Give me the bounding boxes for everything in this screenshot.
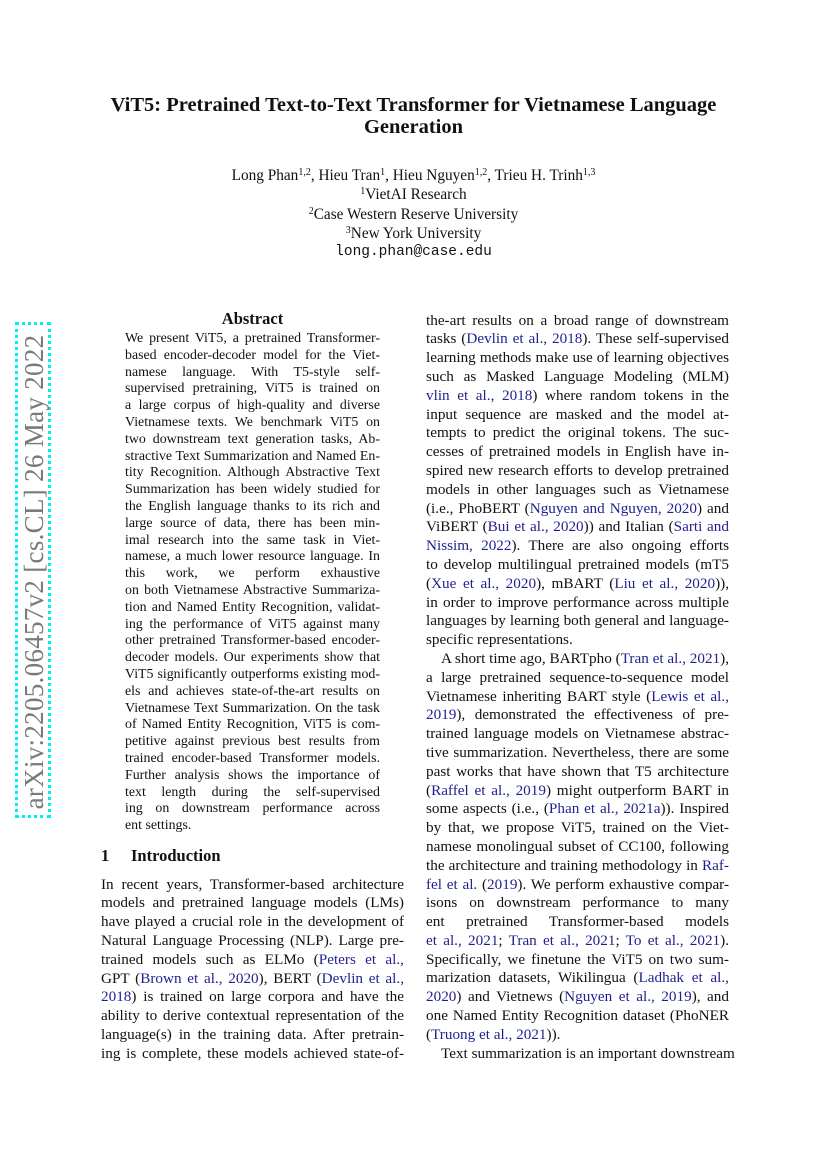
text-run: spired new research efforts to develop pretrained — [426, 461, 729, 479]
affiliation-number: 2 — [308, 205, 314, 217]
text-run: text length during the self-supervised — [125, 784, 380, 800]
text-run: ), and — [691, 988, 729, 1006]
citation-link[interactable]: fel et al. — [426, 875, 478, 893]
text-run: cesses of pretrained models in English have in- — [426, 443, 729, 461]
text-run: a large corpus of high-quality and diverse — [125, 398, 380, 414]
text-line — [101, 913, 404, 932]
text-run: )). — [546, 1025, 561, 1043]
affiliation — [0, 205, 827, 224]
author-affiliation: 1,2 — [474, 167, 488, 178]
citation-link[interactable]: 2019 — [487, 875, 518, 893]
text-run: of Named Entity Recognition, ViT5 is com- — [125, 717, 380, 733]
citation-link[interactable]: Devlin et al., 2018 — [466, 330, 583, 348]
separator: , — [385, 167, 393, 184]
text-line — [125, 432, 380, 449]
citation-link[interactable]: Devlin et al., — [321, 969, 404, 987]
text-run: ent pretrained Transformer-based models — [426, 913, 729, 931]
text-line — [426, 763, 729, 782]
text-run: ) might outperform BART in — [545, 781, 729, 799]
citation-link[interactable]: et al., 2021 — [426, 931, 499, 949]
text-run: ( — [426, 1025, 432, 1043]
text-run: ; — [615, 931, 626, 949]
text-run: have played a crucial role in the development of — [101, 913, 404, 931]
text-run: on both Vietnamese Abstractive Summariza- — [125, 582, 380, 598]
text-run: the English language thanks to its rich and — [125, 498, 380, 514]
text-line — [125, 583, 380, 600]
text-line — [101, 970, 404, 989]
text-run: some aspects (i.e., ( — [426, 800, 549, 818]
text-run: specific representations. — [426, 631, 573, 649]
text-line — [125, 381, 380, 398]
affiliation-name: VietAI Research — [365, 186, 467, 204]
text-line — [426, 556, 729, 575]
text-run: ). These self-supervised — [582, 330, 729, 348]
citation-link[interactable]: vlin et al., 2018 — [426, 386, 533, 404]
text-line — [101, 1045, 404, 1064]
author-affiliation: 1,2 — [298, 167, 311, 178]
author-block — [0, 166, 827, 262]
text-run: )), — [715, 574, 729, 592]
text-line — [125, 331, 380, 348]
text-line — [125, 667, 380, 684]
text-line — [426, 518, 729, 537]
citation-link[interactable]: Tran et al., 2021 — [508, 931, 616, 949]
text-line — [125, 600, 380, 617]
text-run: ), demonstrated the effectiveness of pre- — [456, 706, 729, 724]
author-list — [0, 166, 827, 185]
text-run: GPT ( — [101, 969, 141, 987]
text-run: A short time ago, BARTpho ( — [441, 649, 621, 667]
author-email[interactable]: long.phan@case.edu — [335, 244, 492, 261]
text-run: ) is trained on large corpora and have the — [131, 988, 404, 1006]
text-run: language(s) in the training data. After pretrain- — [101, 1025, 404, 1043]
text-run: Vietnamese inheriting BART style ( — [426, 687, 652, 705]
text-line — [125, 516, 380, 533]
text-line — [125, 818, 380, 835]
text-line — [426, 312, 729, 331]
author-name: Long Phan — [231, 167, 299, 184]
text-run: past works that have shown that T5 architecture — [426, 762, 729, 780]
text-run: ing on downstream performance across — [125, 801, 380, 817]
text-run: Vietnamese texts. We benchmark ViT5 on — [125, 414, 380, 430]
text-line — [125, 533, 380, 550]
text-run: ; — [498, 931, 509, 949]
paper-title — [0, 94, 827, 138]
text-line — [426, 368, 729, 387]
text-run: imal research into the same task in Viet- — [125, 532, 380, 548]
text-run: namese, a much lower resource language. In — [125, 549, 380, 565]
text-line — [426, 594, 729, 613]
text-run: Specifically, we finetune the ViT5 on two sum- — [426, 950, 729, 968]
text-run: ). We perform exhaustive compar- — [517, 875, 729, 893]
text-line — [426, 876, 729, 895]
text-run: )). Inspired — [660, 800, 729, 818]
citation-link[interactable]: Nissim, 2022 — [426, 537, 512, 555]
text-line — [426, 744, 729, 763]
text-run: by that, we propose ViT5, trained on the Viet- — [426, 819, 729, 837]
text-line — [101, 1026, 404, 1045]
title-line: Generation — [363, 116, 464, 138]
text-line — [101, 988, 404, 1007]
text-run: tion and Named Entity Recognition, validat- — [125, 599, 380, 615]
citation-link[interactable]: Liu et al., 2020 — [614, 574, 716, 592]
text-run: Text summarization is an important downstream — [441, 1044, 735, 1062]
text-run: other pretrained Transformer-based encoder- — [125, 633, 380, 649]
text-run: ( — [477, 875, 488, 893]
text-line — [426, 913, 729, 932]
citation-link[interactable]: Raffel et al., 2019 — [431, 781, 546, 799]
text-run: two downstream text generation tasks, Ab- — [125, 431, 380, 447]
text-run: tity Recognition. Although Abstractive Text — [125, 465, 380, 481]
text-line — [125, 465, 380, 482]
arxiv-stamp: arXiv:2205.06457v2 [cs.CL] 26 May 2022 — [19, 334, 49, 810]
text-line — [426, 669, 729, 688]
text-line — [426, 838, 729, 857]
text-line — [125, 566, 380, 583]
text-line — [125, 549, 380, 566]
text-run: namese language. With T5-style self- — [125, 364, 380, 380]
text-line — [125, 348, 380, 365]
text-line — [125, 499, 380, 516]
text-run: tive summarization. Nevertheless, there are some — [426, 743, 729, 761]
affiliation-number: 3 — [345, 224, 351, 236]
section-title: Introduction — [131, 846, 221, 865]
text-line — [426, 932, 729, 951]
text-line — [125, 398, 380, 415]
citation-link[interactable]: Nguyen et al., 2019 — [564, 988, 692, 1006]
text-line — [426, 406, 729, 425]
introduction-right-column — [426, 311, 735, 1064]
citation-link[interactable]: Brown et al., 2020 — [140, 969, 259, 987]
text-run: Summarization has been widely studied for — [125, 482, 380, 498]
text-run: ent settings. — [125, 818, 192, 834]
title-line: ViT5: Pretrained Text-to-Text Transformer for Vietnamese Language — [110, 94, 717, 116]
text-run: ing is complete, these models achieved state-of- — [101, 1044, 404, 1062]
citation-link[interactable]: 2020 — [426, 988, 457, 1006]
text-run: Natural Language Processing (NLP). Large pre- — [101, 931, 404, 949]
text-line — [125, 717, 380, 734]
abstract-heading: Abstract — [221, 309, 284, 328]
citation-link[interactable]: Xue et al., 2020 — [431, 574, 537, 592]
text-line — [426, 688, 729, 707]
text-run: the-art results on a broad range of downstream — [426, 311, 729, 329]
text-run: ) and Vietnews ( — [456, 988, 565, 1006]
text-run: tempts to predict the original tokens. The suc- — [426, 424, 729, 442]
text-run: We present ViT5, a pretrained Transformer- — [125, 331, 380, 346]
text-run: (i.e., PhoBERT ( — [426, 499, 530, 517]
text-run: based encoder-decoder model for the Viet- — [125, 347, 380, 363]
text-run: in order to improve performance across multiple — [426, 593, 729, 611]
affiliation-number: 1 — [360, 186, 366, 198]
text-run: decoder models. Our experiments show that — [125, 650, 380, 666]
text-run: ), mBART ( — [536, 574, 615, 592]
text-run: languages by learning both general and language- — [426, 612, 729, 630]
text-run: ing the performance of ViT5 against many — [125, 616, 380, 632]
text-line — [426, 988, 729, 1007]
text-run: trained encoder-based Transformer models. — [125, 750, 380, 766]
text-run: ). — [720, 931, 729, 949]
introduction-left-column — [101, 876, 404, 1064]
text-line — [426, 1026, 729, 1045]
citation-link[interactable]: Phan et al., 2021a — [548, 800, 661, 818]
text-line — [426, 857, 729, 876]
citation-link[interactable]: 2019 — [426, 706, 457, 724]
text-line — [426, 387, 729, 406]
affiliation — [0, 224, 827, 243]
text-run: ), BERT ( — [258, 969, 322, 987]
text-run: namese monolingual subset of CC100, following — [426, 837, 729, 855]
text-run: large source of data, there has been min- — [125, 515, 380, 531]
citation-link[interactable]: Raf- — [702, 856, 729, 874]
text-run: a large pretrained sequence-to-sequence model — [426, 668, 729, 686]
text-run: ( — [426, 781, 432, 799]
text-line — [426, 725, 729, 744]
text-line — [426, 612, 729, 631]
affiliation — [0, 185, 827, 204]
citation-link[interactable]: Nguyen and Nguyen, 2020 — [529, 499, 697, 517]
citation-link[interactable]: Tran et al., 2021 — [620, 649, 721, 667]
text-run: ViBERT ( — [426, 518, 488, 536]
text-run: to develop multilingual pretrained models (mT5 — [426, 555, 729, 573]
text-run: trained models such as ELMo ( — [101, 950, 319, 968]
citation-link[interactable]: Lewis et al., — [651, 687, 729, 705]
text-line — [125, 617, 380, 634]
text-line — [125, 768, 380, 785]
text-line — [426, 1044, 735, 1064]
section-heading-introduction — [101, 846, 221, 866]
text-line — [125, 684, 380, 701]
text-run: els and achieves state-of-the-art results on — [125, 683, 380, 699]
separator: , — [310, 167, 319, 184]
text-line — [125, 365, 380, 382]
citation-link[interactable]: Ladhak et al., — [638, 969, 729, 987]
author-affiliation: 1 — [380, 167, 386, 178]
text-run: ) and — [697, 499, 729, 517]
citation-link[interactable]: To et al., 2021 — [625, 931, 721, 949]
text-line — [426, 800, 729, 819]
text-line — [101, 894, 404, 913]
text-run: models and pretrained language models (LMs) — [101, 894, 404, 912]
text-line — [426, 819, 729, 838]
affiliation-name: Case Western Reserve University — [313, 205, 519, 223]
text-line — [125, 482, 380, 499]
text-line — [426, 481, 729, 500]
text-run: tasks ( — [426, 330, 467, 348]
text-run: this work, we perform exhaustive — [125, 566, 380, 582]
text-run: ViT5 significantly outperforms existing mod- — [125, 666, 380, 682]
text-line — [426, 969, 729, 988]
text-line — [426, 462, 729, 481]
citation-link[interactable]: Truong et al., 2021 — [431, 1025, 547, 1043]
text-line — [426, 951, 729, 970]
abstract-body — [125, 331, 380, 835]
text-run: In recent years, Transformer-based architecture — [101, 875, 404, 893]
citation-link[interactable]: Bui et al., 2020 — [487, 518, 584, 536]
author-name: Hieu Nguyen — [392, 167, 475, 184]
text-run: marization datasets, Wikilingua ( — [426, 969, 639, 987]
text-line — [125, 701, 380, 718]
citation-link[interactable]: Peters et al., — [318, 950, 404, 968]
text-run: petitive against previous best results from — [125, 734, 380, 750]
text-line — [426, 575, 729, 594]
author-name: Hieu Tran — [318, 167, 381, 184]
text-line — [426, 424, 729, 443]
text-line — [426, 443, 729, 462]
text-line — [125, 650, 380, 667]
text-line — [125, 801, 380, 818]
text-run: ( — [426, 574, 432, 592]
text-line — [426, 782, 729, 801]
text-run: Vietnamese Text Summarization. On the task — [125, 700, 380, 716]
text-line — [125, 785, 380, 802]
text-run: ). There are also ongoing efforts — [511, 537, 729, 555]
text-line — [101, 951, 404, 970]
text-run: models in other languages such as Vietnamese — [426, 480, 729, 498]
text-run: learning methods make use of learning objectives — [426, 349, 729, 367]
section-number: 1 — [101, 846, 110, 865]
text-line — [125, 734, 380, 751]
text-line — [101, 876, 404, 895]
text-line — [426, 537, 729, 556]
citation-link[interactable]: 2018 — [101, 988, 132, 1006]
text-run: supervised pretraining, ViT5 is trained on — [125, 381, 380, 397]
text-run: isons on downstream performance to many — [426, 894, 729, 912]
text-line — [426, 500, 729, 519]
text-run: trained language models on Vietnamese abstrac- — [426, 725, 729, 743]
text-line — [426, 1007, 729, 1026]
text-run: one Named Entity Recognition dataset (PhoNER — [426, 1007, 729, 1025]
text-line — [426, 349, 729, 368]
author-name: Trieu H. Trinh — [494, 167, 583, 184]
text-line — [125, 449, 380, 466]
author-affiliation: 1,3 — [582, 167, 596, 178]
text-run: ) where random tokens in the — [532, 386, 729, 404]
text-run: the architecture and training methodology in — [426, 856, 702, 874]
text-run: ), — [720, 649, 729, 667]
text-run: input sequence are masked and the model at- — [426, 405, 729, 423]
text-run: ability to derive contextual representation of the — [101, 1007, 404, 1025]
text-line — [101, 1007, 404, 1026]
text-line — [426, 650, 729, 669]
text-line — [101, 932, 404, 951]
text-line — [125, 633, 380, 650]
text-run: stractive Text Summarization and Named En- — [125, 448, 380, 464]
text-line — [125, 751, 380, 768]
text-run: Further analysis shows the importance of — [125, 767, 380, 783]
affiliation-name: New York University — [350, 224, 482, 242]
text-run: )) and Italian ( — [583, 518, 674, 536]
text-line — [426, 894, 729, 913]
text-line — [426, 631, 729, 650]
text-run: such as Masked Language Modeling (MLM) — [426, 367, 729, 385]
text-line — [125, 415, 380, 432]
citation-link[interactable]: Sarti and — [673, 518, 729, 536]
text-line — [426, 706, 729, 725]
text-line — [426, 330, 729, 349]
separator: , — [487, 167, 495, 184]
